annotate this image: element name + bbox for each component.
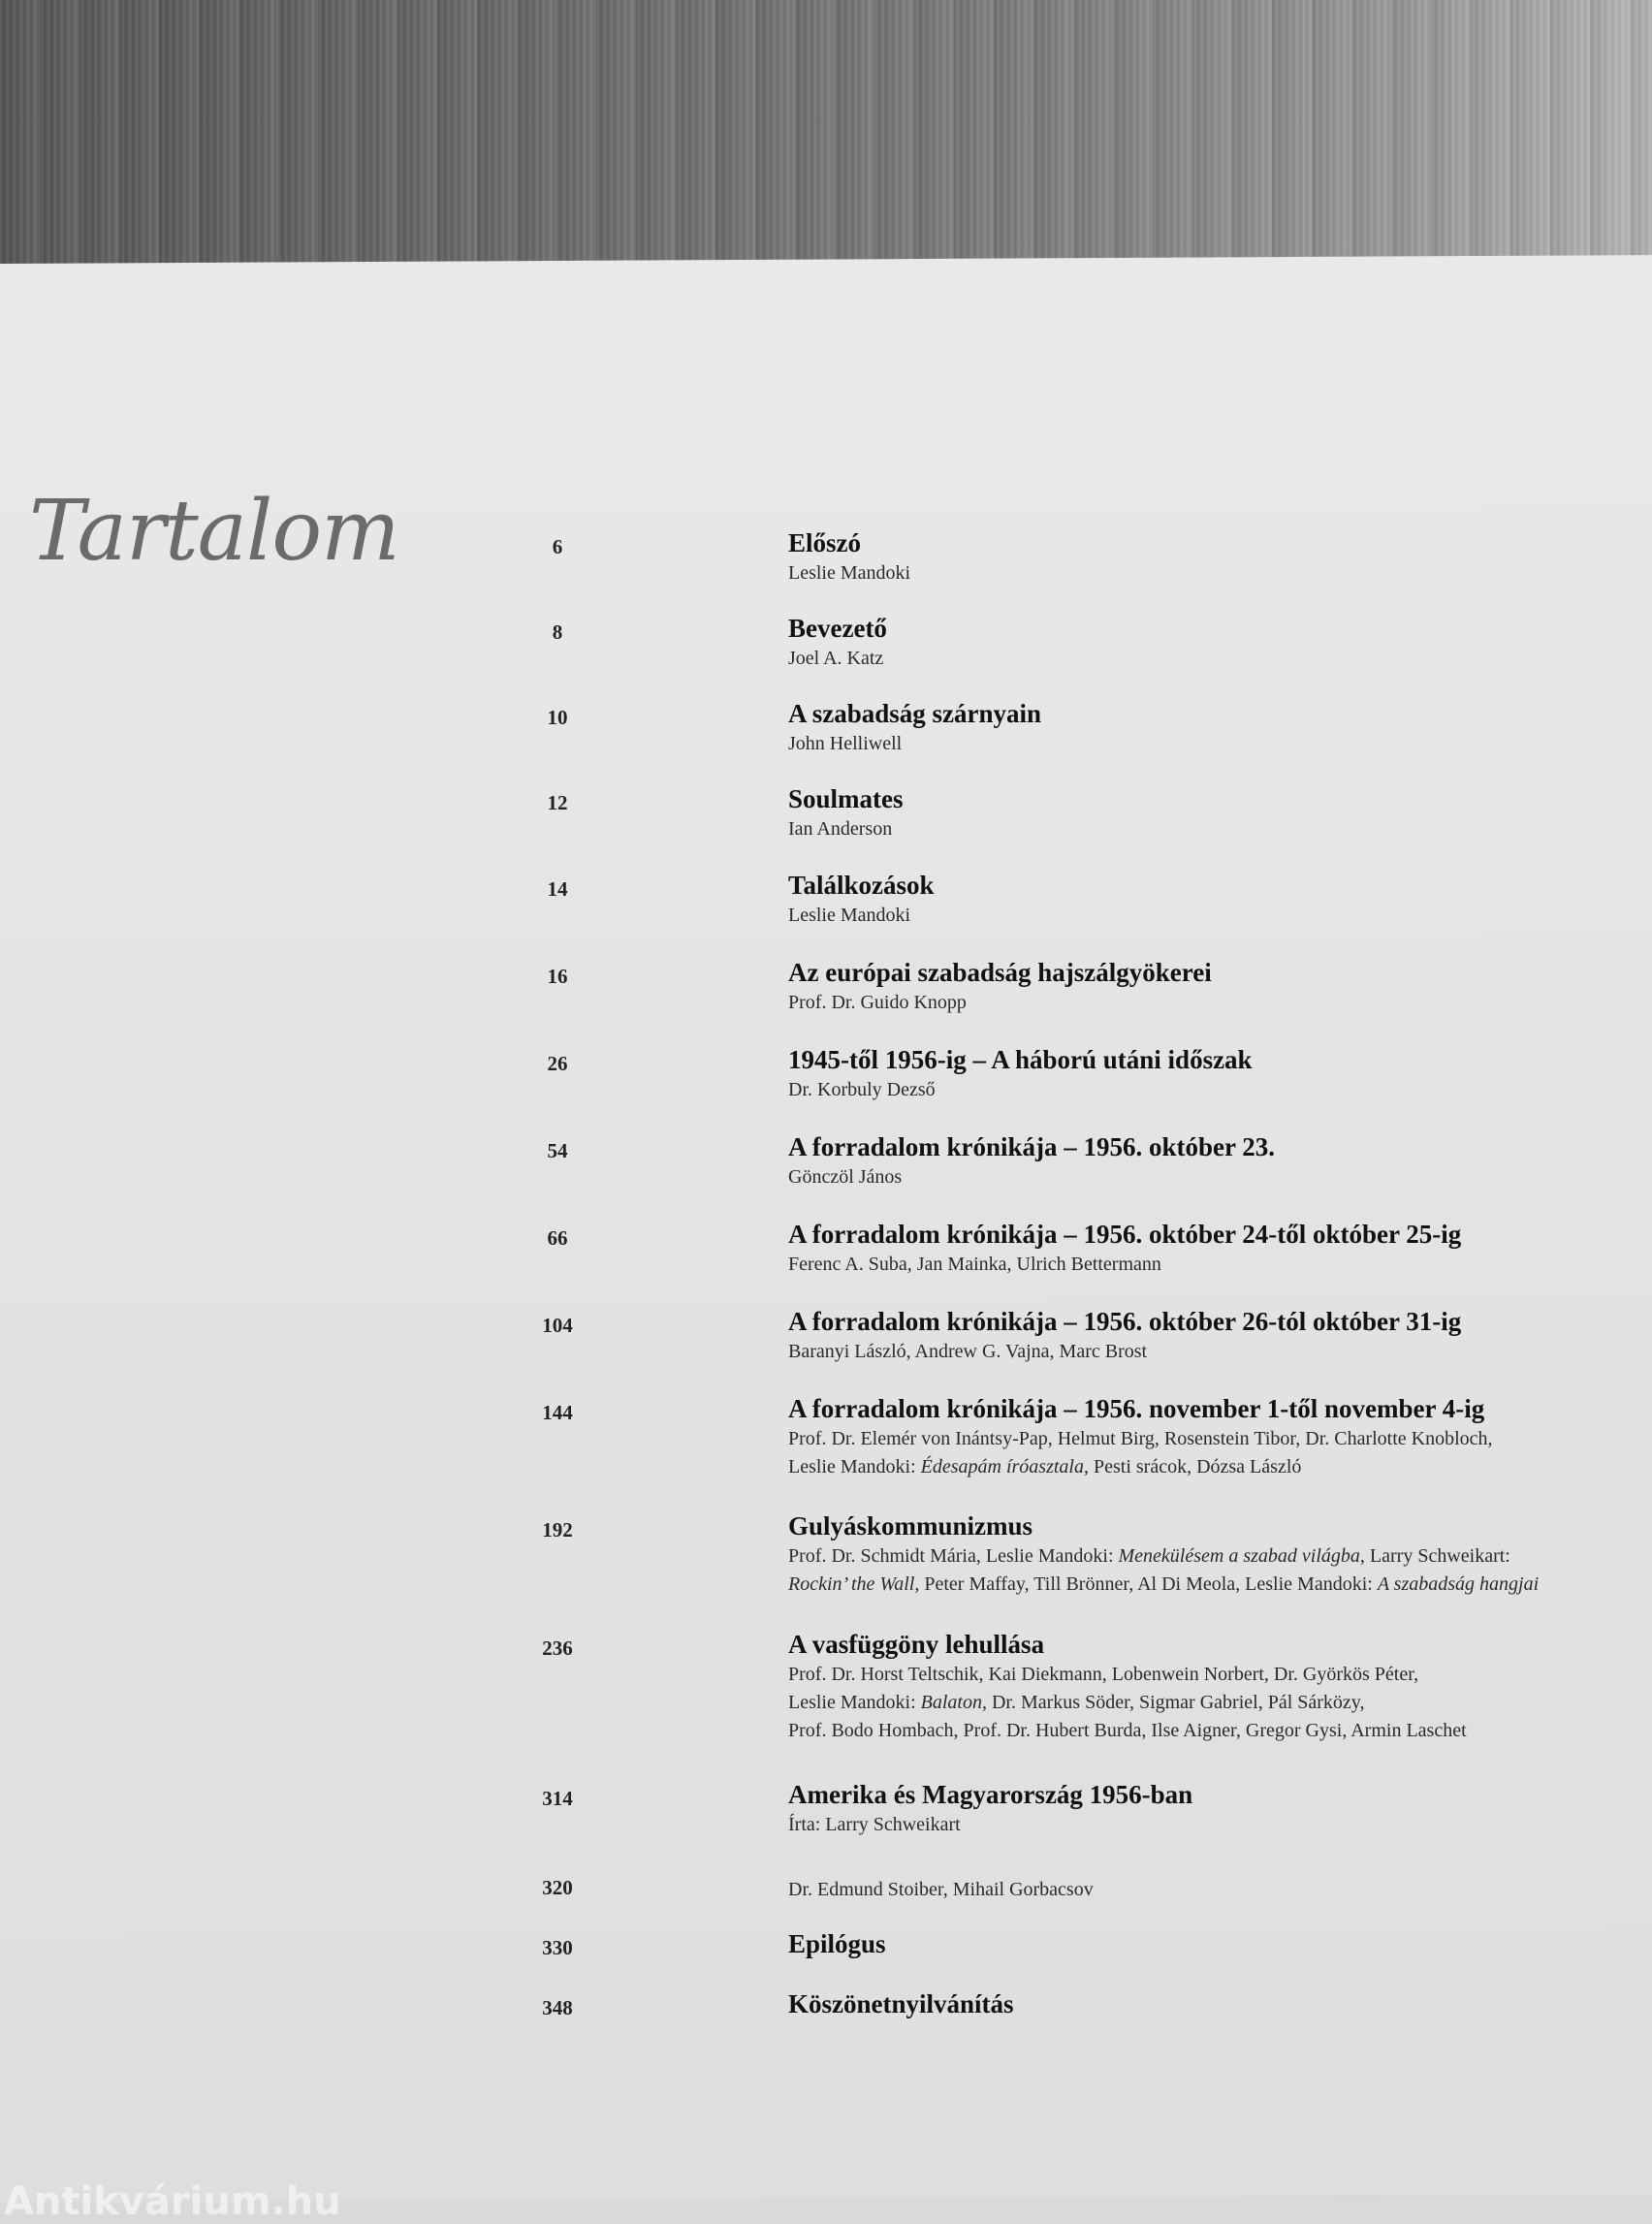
- toc-author: [788, 1661, 1467, 1745]
- toc-author-line: [788, 1689, 1467, 1717]
- toc-page-number: 330: [542, 1936, 573, 1959]
- toc-page-number: 12: [547, 791, 568, 814]
- toc-author-text: Prof. Dr. Elemér von Inántsy-Pap, Helmut Birg, Rosenstein Tibor, Dr. Charlotte Knobloch,: [788, 1428, 1493, 1449]
- toc-page-number: 16: [547, 965, 568, 988]
- toc-author-line: [788, 1571, 1539, 1599]
- toc-page-number: 54: [547, 1139, 568, 1162]
- toc-author: Dr. Korbuly Dezső: [788, 1079, 936, 1100]
- toc-author-line: [788, 1453, 1493, 1481]
- toc-page-number: 314: [542, 1787, 573, 1810]
- toc-chapter-title: 1945-től 1956-ig – A háború utáni időszak: [788, 1045, 1253, 1074]
- toc-author: [788, 1425, 1493, 1481]
- toc-author: Ian Anderson: [788, 818, 893, 840]
- toc-author-text: Prof. Bodo Hombach, Prof. Dr. Hubert Burda, Ilse Aigner, Gregor Gysi, Armin Laschet: [788, 1720, 1467, 1741]
- toc-chapter-title: A forradalom krónikája – 1956. október 23.: [788, 1132, 1276, 1161]
- toc-author-text: Prof. Dr. Horst Teltschik, Kai Diekmann, Lobenwein Norbert, Dr. Györkös Péter,: [788, 1664, 1419, 1685]
- toc-author: Dr. Edmund Stoiber, Mihail Gorbacsov: [788, 1879, 1094, 1900]
- toc-chapter-title: A szabadság szárnyain: [788, 699, 1042, 728]
- toc-page-number: 348: [542, 1996, 573, 2019]
- toc-chapter-title: A forradalom krónikája – 1956. október 26-tól október 31-ig: [788, 1307, 1462, 1336]
- toc-page-number: 104: [542, 1314, 573, 1337]
- toc-author-text: Leslie Mandoki:: [788, 1692, 921, 1713]
- toc-page-number: 6: [552, 535, 563, 558]
- toc-chapter-title: A vasfüggöny lehullása: [788, 1630, 1045, 1659]
- toc-author: Gönczöl János: [788, 1166, 903, 1188]
- toc-author-text: Leslie Mandoki:: [788, 1456, 921, 1477]
- toc-page-number: 236: [542, 1636, 573, 1660]
- toc-page-number: 14: [547, 877, 568, 901]
- toc-author: Baranyi László, Andrew G. Vajna, Marc Brost: [788, 1341, 1148, 1362]
- toc-work-title: Rockin’ the Wall: [788, 1573, 915, 1595]
- toc-page-number: 10: [547, 706, 568, 729]
- toc-author: Prof. Dr. Guido Knopp: [788, 992, 967, 1013]
- toc-author-line: [788, 1425, 1493, 1453]
- toc-chapter-title: Köszönetnyilvánítás: [788, 1989, 1014, 2018]
- toc-author: Leslie Mandoki: [788, 905, 911, 926]
- toc-chapter-title: Bevezető: [788, 614, 887, 643]
- toc-chapter-title: A forradalom krónikája – 1956. november 1-től november 4-ig: [788, 1394, 1485, 1423]
- toc-work-title: Balaton,: [920, 1692, 987, 1713]
- toc-chapter-title: Amerika és Magyarország 1956-ban: [788, 1780, 1193, 1809]
- toc-author: Ferenc A. Suba, Jan Mainka, Ulrich Bettermann: [788, 1254, 1161, 1275]
- toc-work-title: Menekülésem a szabad világba: [1118, 1545, 1360, 1567]
- toc-chapter-title: Előszó: [788, 528, 862, 557]
- toc-author-text: , Pesti srácok, Dózsa László: [1083, 1456, 1302, 1477]
- toc-chapter-title: Soulmates: [788, 784, 904, 813]
- toc-author-line: [788, 1717, 1467, 1745]
- toc-author: Írta: Larry Schweikart: [788, 1814, 961, 1835]
- watermark: Antikvárium.hu: [4, 2179, 341, 2224]
- toc-author-text: , Larry Schweikart:: [1359, 1545, 1510, 1567]
- toc-author: Joel A. Katz: [788, 648, 884, 669]
- toc-chapter-title: Epilógus: [788, 1929, 886, 1958]
- toc-author-line: [788, 1542, 1539, 1571]
- toc-chapter-title: Gulyáskommunizmus: [788, 1511, 1033, 1541]
- toc-page-number: 66: [547, 1226, 568, 1250]
- toc-page-number: 8: [552, 620, 563, 644]
- toc-chapter-title: Az európai szabadság hajszálgyökerei: [788, 958, 1212, 987]
- toc-author-text: Dr. Markus Söder, Sigmar Gabriel, Pál Sárközy,: [986, 1692, 1365, 1713]
- page-title: Tartalom: [29, 483, 399, 580]
- toc-page-number: 192: [542, 1518, 573, 1541]
- toc-author: [788, 1542, 1539, 1599]
- toc-chapter-title: Találkozások: [788, 871, 935, 900]
- toc-author: John Helliwell: [788, 733, 903, 754]
- toc-work-title: A szabadság hangjai: [1377, 1573, 1540, 1595]
- toc-work-title: Édesapám íróasztala: [920, 1456, 1084, 1477]
- toc-chapter-title: A forradalom krónikája – 1956. október 24-től október 25-ig: [788, 1220, 1462, 1249]
- toc-page-number: 320: [542, 1876, 573, 1899]
- toc-author-line: [788, 1661, 1467, 1689]
- wooden-table-background: [0, 0, 1652, 273]
- toc-author-text: , Peter Maffay, Till Brönner, Al Di Meola, Leslie Mandoki:: [914, 1573, 1378, 1595]
- toc-page-number: 144: [542, 1401, 573, 1424]
- toc-author: Leslie Mandoki: [788, 562, 911, 584]
- toc-page-number: 26: [547, 1052, 568, 1075]
- toc-author-text: Prof. Dr. Schmidt Mária, Leslie Mandoki:: [788, 1545, 1119, 1567]
